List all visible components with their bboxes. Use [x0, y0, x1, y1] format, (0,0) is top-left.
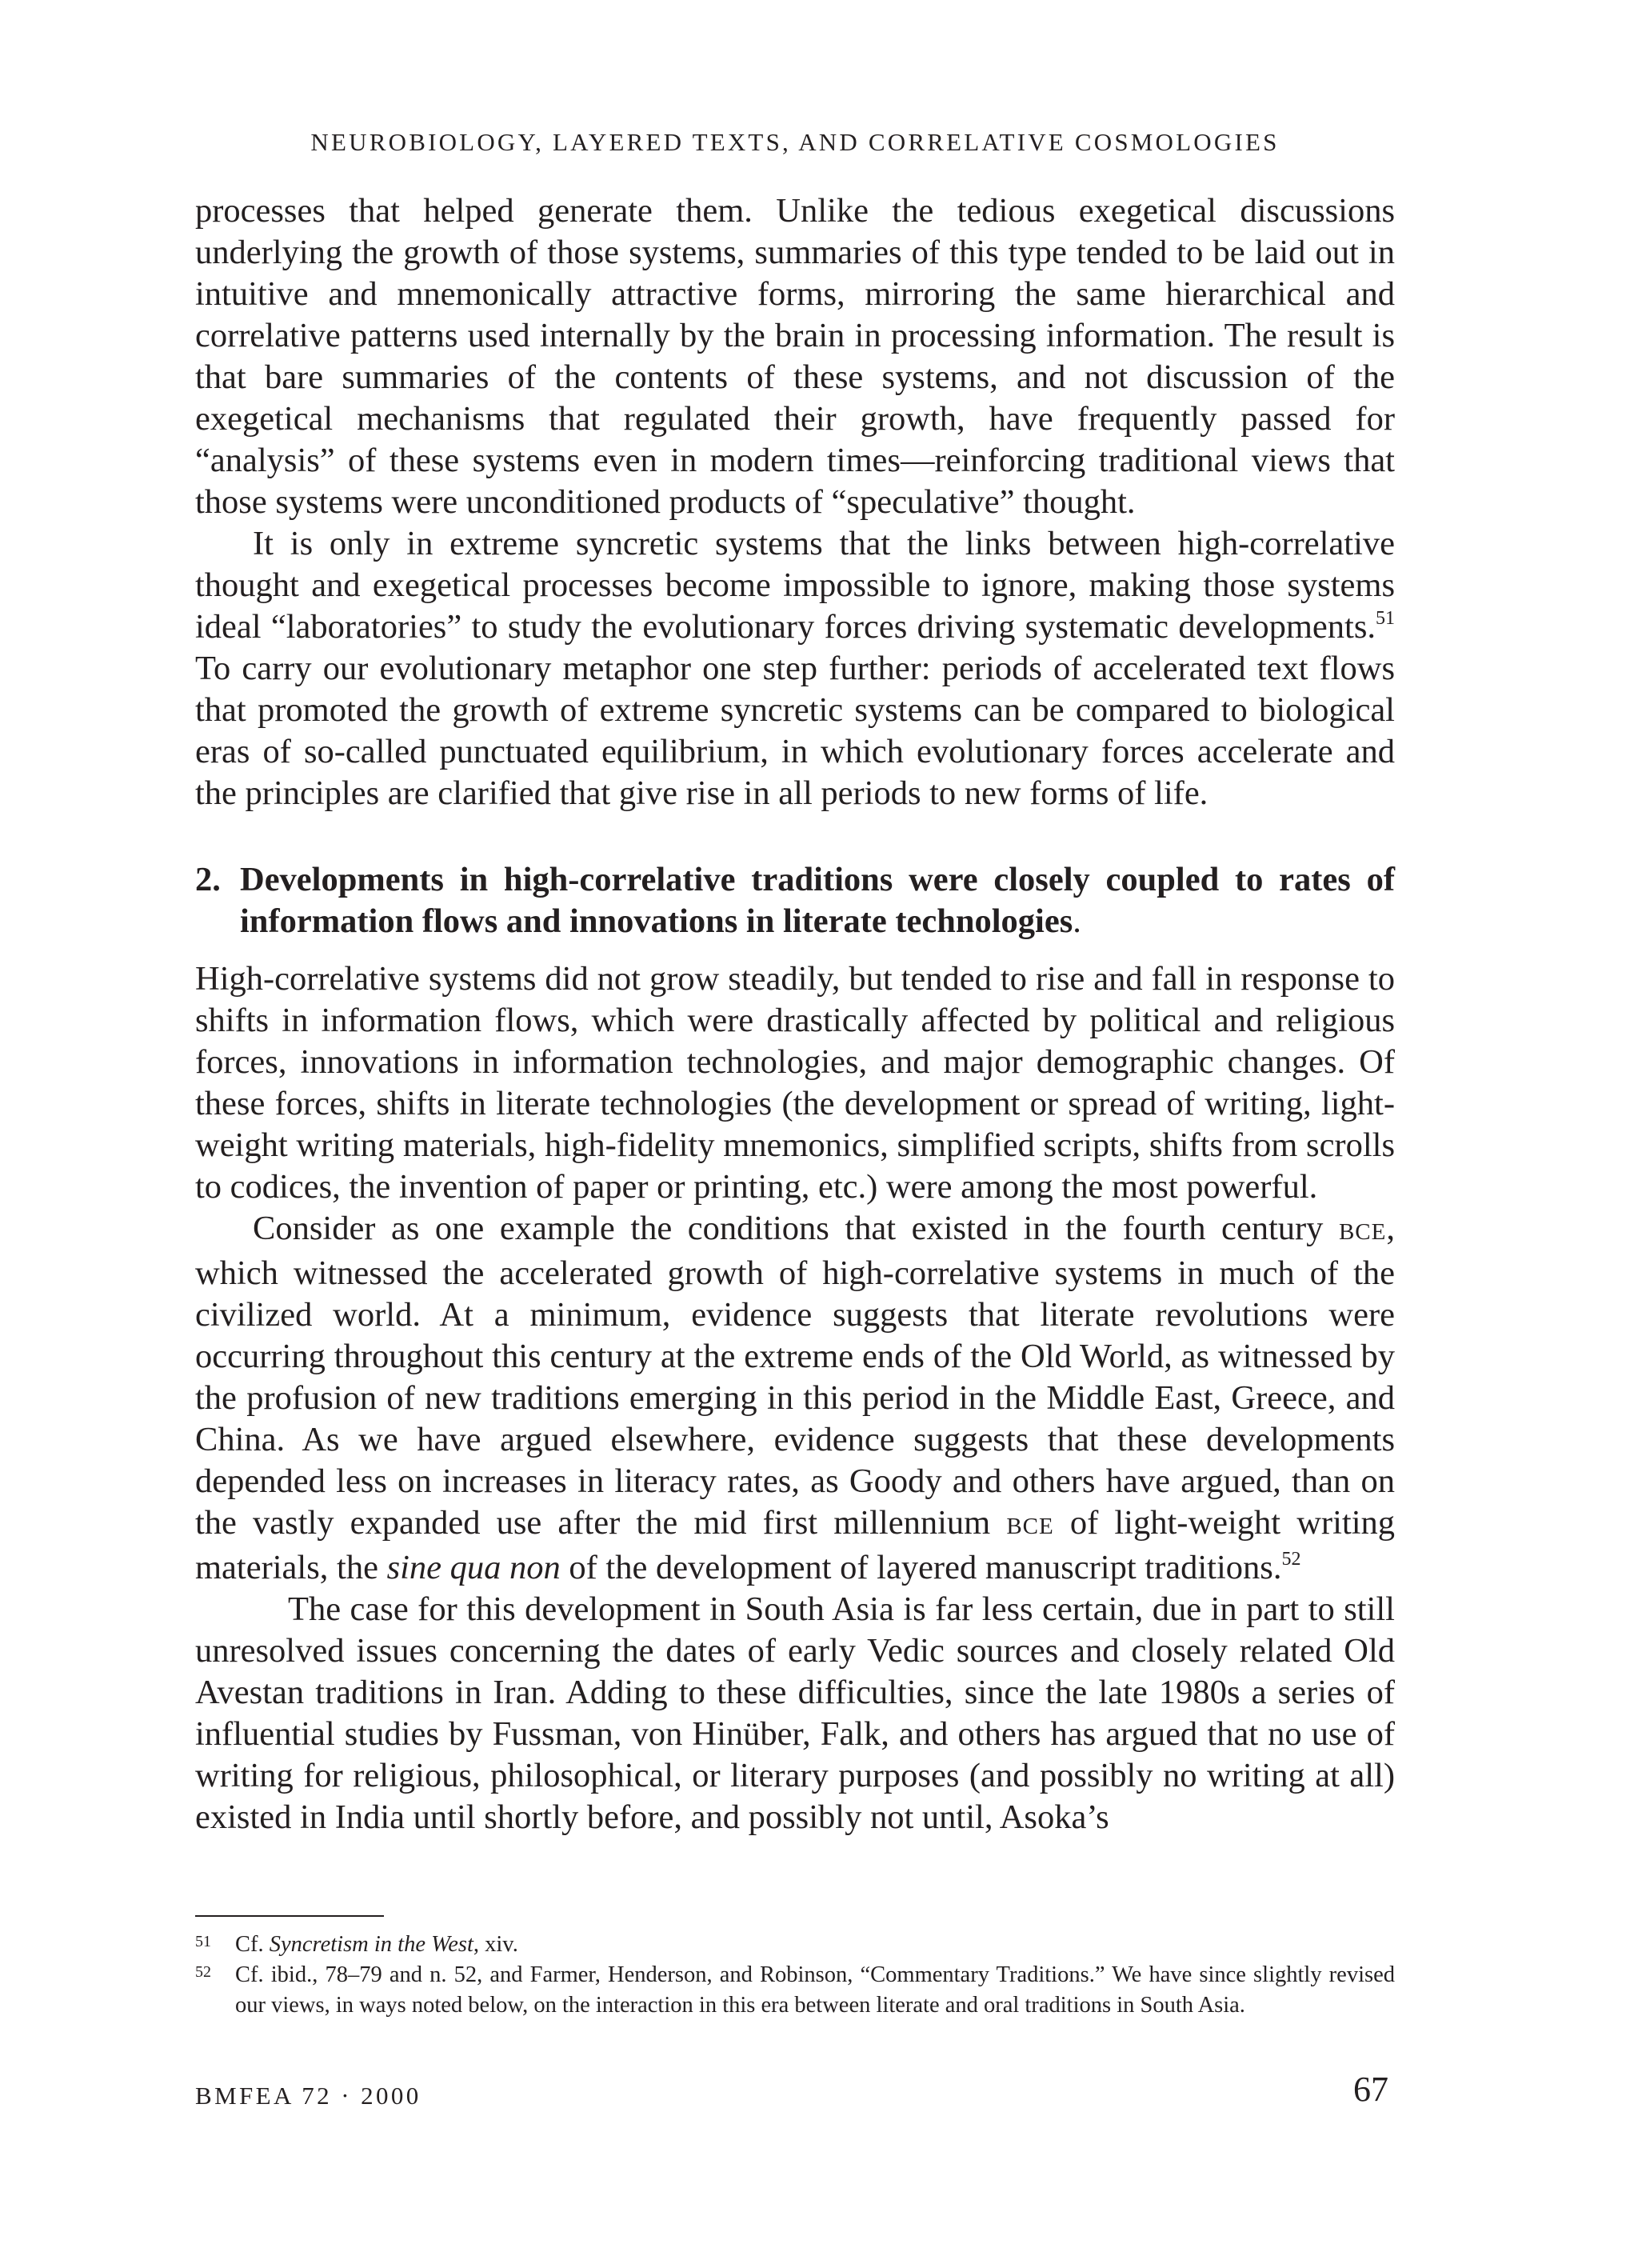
footnote-52 [195, 1960, 1395, 2021]
footnotes [195, 1930, 1395, 2021]
main-text [195, 190, 1395, 1838]
footnote-number: 52 [195, 1963, 211, 1981]
era-abbrev-2: BCE [1006, 1514, 1054, 1539]
footnote-ref-51: 51 [1376, 608, 1395, 629]
paragraph-4-text-d: of the development of layered manuscript traditions. [560, 1549, 1282, 1586]
paragraph-4-text-c: of light-weight writing materials, the [195, 1504, 1395, 1586]
section-title-wrap [240, 859, 1395, 942]
footnote-ref-52: 52 [1281, 1549, 1301, 1570]
paragraph-4-text-a: Consider as one example the conditions that existed in the fourth century [253, 1210, 1339, 1247]
footnote-text-pre: Cf. [235, 1932, 270, 1957]
footnote-number: 51 [195, 1933, 211, 1950]
paragraph-2-text-a: It is only in extreme syncretic systems that the links between high-correlative thought and exegetical processes become impossible to ignore, making those systems ideal “laboratories” to study the evolutionary forces driving systematic developments. [195, 525, 1395, 646]
paragraph-3: High-correlative systems did not grow steadily, but tended to rise and fall in response to shifts in information flows, which were drastically affected by political and religious forces, innovations in information technologies, and major demographic changes. Of these forces, shifts in literate technologies (the development or spread of writing, light-weight writing materials, high-fidelity mnemonics, simplified scripts, shifts from scrolls to codices, the invention of paper or printing, etc.) were among the most powerful. [195, 960, 1395, 1206]
paragraph-4 [195, 1208, 1395, 1589]
latin-phrase: sine qua non [386, 1549, 561, 1586]
section-title: Developments in high-correlative traditions were closely coupled to rates of information flows and innovations in literate technologies [240, 861, 1395, 940]
paragraph-2-text-b: To carry our evolutionary metaphor one step further: periods of accelerated text flows that promoted the growth of extreme syncretic systems can be compared to biological eras of so-called punctuated equilibrium, in which evolutionary forces accelerate and the principles are clarified that give rise in all periods to new forms of life. [195, 650, 1395, 812]
footnote-title-italic: Syncretism in the West [269, 1932, 473, 1957]
footnote-text-post: , xiv. [473, 1932, 518, 1957]
footnote-rule [195, 1915, 384, 1917]
paragraph-1: processes that helped generate them. Unlike the tedious exegetical discussions underlying the growth of those systems, summaries of this type tended to be laid out in intuitive and mnemonically attractive forms, mirroring the same hierarchical and correlative patterns used internally by the brain in processing information. The result is that bare summaries of the contents of these systems, and not discussion of the exegetical mechanisms that regulated their growth, have frequently passed for “analysis” of these systems even in modern times—reinforcing traditional views that those systems were unconditioned products of “speculative” thought. [195, 192, 1395, 521]
journal-footer: BMFEA 72 · 2000 [195, 2082, 421, 2110]
footnote-text: Cf. ibid., 78–79 and n. 52, and Farmer, Henderson, and Robinson, “Commentary Traditions.” We have since slightly revised our views, in ways noted below, on the interaction in this era between literate and oral traditions in South Asia. [235, 1962, 1395, 2018]
footnote-51 [195, 1930, 1395, 1960]
page-number: 67 [1353, 2070, 1388, 2109]
section-heading [195, 859, 1395, 942]
paragraph-2 [195, 523, 1395, 814]
section-number: 2. [195, 861, 221, 898]
running-head: NEUROBIOLOGY, LAYERED TEXTS, AND CORRELATIVE COSMOLOGIES [310, 128, 1280, 156]
paragraph-4-text-b: , which witnessed the accelerated growth of high-correlative systems in much of the civilized world. At a minimum, evidence suggests that literate revolutions were occurring throughout this century at the extreme ends of the Old World, as witnessed by the profusion of new traditions emerging in this period in the Middle East, Greece, and China. As we have argued elsewhere, evidence suggests that these developments depended less on increases in literacy rates, as Goody and others have argued, than on the vastly expanded use after the mid first millennium [195, 1210, 1395, 1542]
paragraph-5: The case for this development in South Asia is far less certain, due in part to still unresolved issues concerning the dates of early Vedic sources and closely related Old Avestan traditions in Iran. Adding to these difficulties, since the late 1980s a series of influential studies by Fussman, von Hinüber, Falk, and others has argued that no use of writing for religious, philosophical, or literary purposes (and possibly no writing at all) existed in India until shortly before, and possibly not until, Asoka’s [195, 1590, 1395, 1836]
era-abbrev-1: BCE [1338, 1219, 1387, 1245]
section-title-period: . [1073, 902, 1081, 940]
footnote-text [235, 1930, 1395, 1960]
